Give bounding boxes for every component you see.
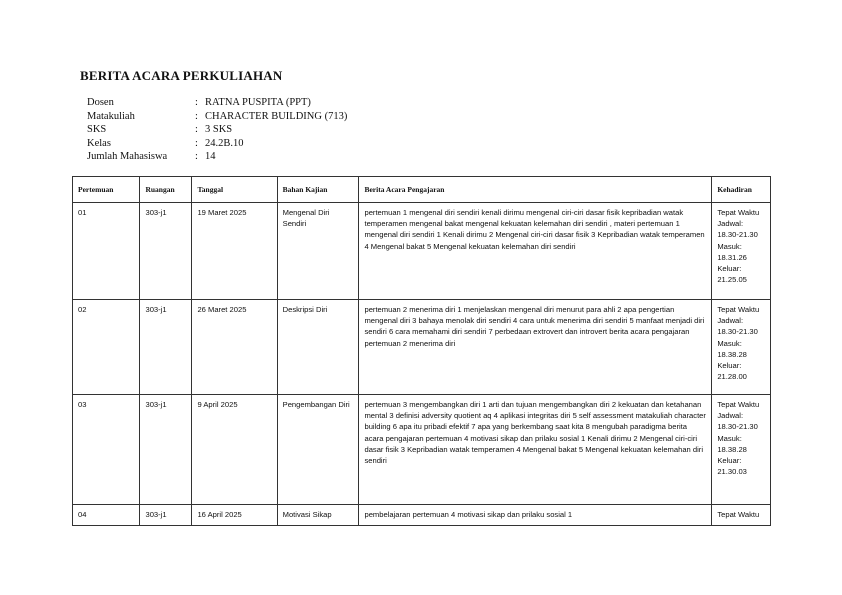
info-row-matakuliah: Matakuliah : CHARACTER BUILDING (713) [87, 110, 348, 122]
table-row [73, 395, 771, 505]
info-value: 14 [205, 151, 216, 162]
cell-kehadiran [712, 505, 771, 526]
kehadiran-keluar-label: Keluar: [717, 361, 742, 371]
kehadiran-masuk-value: 18.38.28 [717, 349, 747, 359]
cell-ruangan: 303-j1 [140, 203, 192, 300]
cell-bahan-kajian: Pengembangan Diri [277, 395, 359, 505]
kehadiran-masuk-label: Masuk: [717, 433, 742, 443]
kehadiran-status: Tepat Waktu [717, 208, 760, 217]
header-bahan-kajian: Bahan Kajian [277, 177, 359, 203]
info-value: RATNA PUSPITA (PPT) [205, 97, 311, 108]
kehadiran-masuk-value: 18.38.28 [717, 444, 747, 454]
cell-tanggal: 26 Maret 2025 [192, 300, 277, 395]
info-label: Dosen [87, 97, 114, 108]
header-berita-acara: Berita Acara Pengajaran [359, 177, 712, 203]
kehadiran-keluar-label: Keluar: [717, 456, 742, 466]
cell-berita-acara: pertemuan 3 mengembangkan diri 1 arti dan tujuan mengembangkan diri 2 kekuatan dan ketahanan mental 3 definisi adversity quotient aq 4 aplikasi integritas diri 5 self assessment matakuliah character building 6 apa itu pribadi efektif 7 apa yang berkembang saat kita 8 mengubah paradigma berita acara pengajaran pertemuan 4 motivasi sikap dan prilaku sosial 1 Kenali dirimu 2 Mengenal ciri-ciri dasar fisik 3 Kepribadian watak temperamen 4 Mengenal bakat 5 Mengenal kekuatan kelemahan diri sendiri [359, 395, 712, 505]
course-info [87, 96, 347, 164]
kehadiran-jadwal-label: Jadwal: [717, 316, 744, 326]
kehadiran-jadwal-value: 18.30-21.30 [717, 230, 758, 240]
info-row-dosen: Dosen : RATNA PUSPITA (PPT) [87, 97, 311, 108]
kehadiran-status: Tepat Waktu [717, 305, 760, 314]
header-pertemuan: Pertemuan [73, 177, 140, 203]
kehadiran-jadwal-label: Jadwal: [717, 411, 744, 421]
table-row [73, 300, 771, 395]
header-kehadiran: Kehadiran [712, 177, 771, 203]
info-value: 24.2B.10 [205, 137, 244, 149]
kehadiran-status: Tepat Waktu [717, 400, 760, 409]
cell-pertemuan: 03 [73, 395, 140, 505]
table-row [73, 505, 771, 526]
cell-pertemuan: 04 [73, 505, 140, 526]
header-ruangan: Ruangan [140, 177, 192, 203]
kehadiran-keluar-value: 21.25.05 [717, 275, 747, 285]
kehadiran-jadwal-label: Jadwal: [717, 219, 744, 229]
cell-kehadiran [712, 203, 771, 300]
cell-bahan-kajian: Motivasi Sikap [277, 505, 359, 526]
cell-pertemuan: 02 [73, 300, 140, 395]
document-title: BERITA ACARA PERKULIAHAN [80, 68, 283, 83]
table-header-row [73, 177, 771, 203]
cell-kehadiran [712, 300, 771, 395]
kehadiran-jadwal-value: 18.30-21.30 [717, 327, 758, 337]
header-tanggal: Tanggal [192, 177, 277, 203]
info-value: CHARACTER BUILDING (713) [205, 110, 348, 122]
kehadiran-keluar-value: 21.28.00 [717, 372, 747, 382]
info-label: Kelas [87, 137, 111, 149]
cell-ruangan: 303-j1 [140, 505, 192, 526]
cell-berita-acara: pertemuan 1 mengenal diri sendiri kenali dirimu mengenal ciri-ciri dasar fisik kepribadian watak temperamen mengenal bakat mengenal kekuatan kelemahan diri sendiri , materi pertemuan 1 mengenal diri sendiri 1 Kenali dirimu 2 Mengenal ciri-ciri dasar fisik 3 Kepribadian watak temperamen 4 Mengenal bakat 5 Mengenal kekuatan kelemahan diri sendiri [359, 203, 712, 300]
info-row-sks: SKS : 3 SKS [87, 124, 233, 135]
cell-tanggal: 9 April 2025 [192, 395, 277, 505]
info-value: 3 SKS [205, 124, 233, 135]
cell-pertemuan: 01 [73, 203, 140, 300]
cell-kehadiran [712, 395, 771, 505]
kehadiran-keluar-label: Keluar: [717, 264, 742, 274]
info-label: Jumlah Mahasiswa [87, 151, 168, 162]
kehadiran-masuk-value: 18.31.26 [717, 252, 747, 262]
cell-ruangan: 303-j1 [140, 395, 192, 505]
table-row [73, 203, 771, 300]
info-label: Matakuliah [87, 110, 135, 122]
lecture-report-table [72, 176, 771, 526]
kehadiran-keluar-value: 21.30.03 [717, 467, 747, 477]
info-row-kelas: Kelas : 24.2B.10 [87, 137, 244, 149]
cell-tanggal: 16 April 2025 [192, 505, 277, 526]
info-label: SKS [87, 124, 107, 135]
cell-bahan-kajian: Deskripsi Diri [277, 300, 359, 395]
cell-ruangan: 303-j1 [140, 300, 192, 395]
kehadiran-jadwal-value: 18.30-21.30 [717, 422, 758, 432]
kehadiran-status: Tepat Waktu [717, 510, 760, 519]
cell-berita-acara: pembelajaran pertemuan 4 motivasi sikap dan prilaku sosial 1 [359, 505, 712, 526]
info-row-jumlah-mahasiswa: Jumlah Mahasiswa : 14 [87, 151, 216, 162]
kehadiran-masuk-label: Masuk: [717, 338, 742, 348]
kehadiran-masuk-label: Masuk: [717, 241, 742, 251]
cell-bahan-kajian: Mengenal Diri Sendiri [277, 203, 359, 300]
cell-tanggal: 19 Maret 2025 [192, 203, 277, 300]
cell-berita-acara: pertemuan 2 menerima diri 1 menjelaskan mengenal diri menurut para ahli 2 apa pengertian mengenal diri 3 bahaya menolak diri sendiri 4 cara untuk menerima diri sendiri 5 manfaat menjadi diri sendiri 6 cara memahami diri sendiri 7 perbedaan extrovert dan introvert berita acara pengajaran pertemuan 2 menerima diri [359, 300, 712, 395]
